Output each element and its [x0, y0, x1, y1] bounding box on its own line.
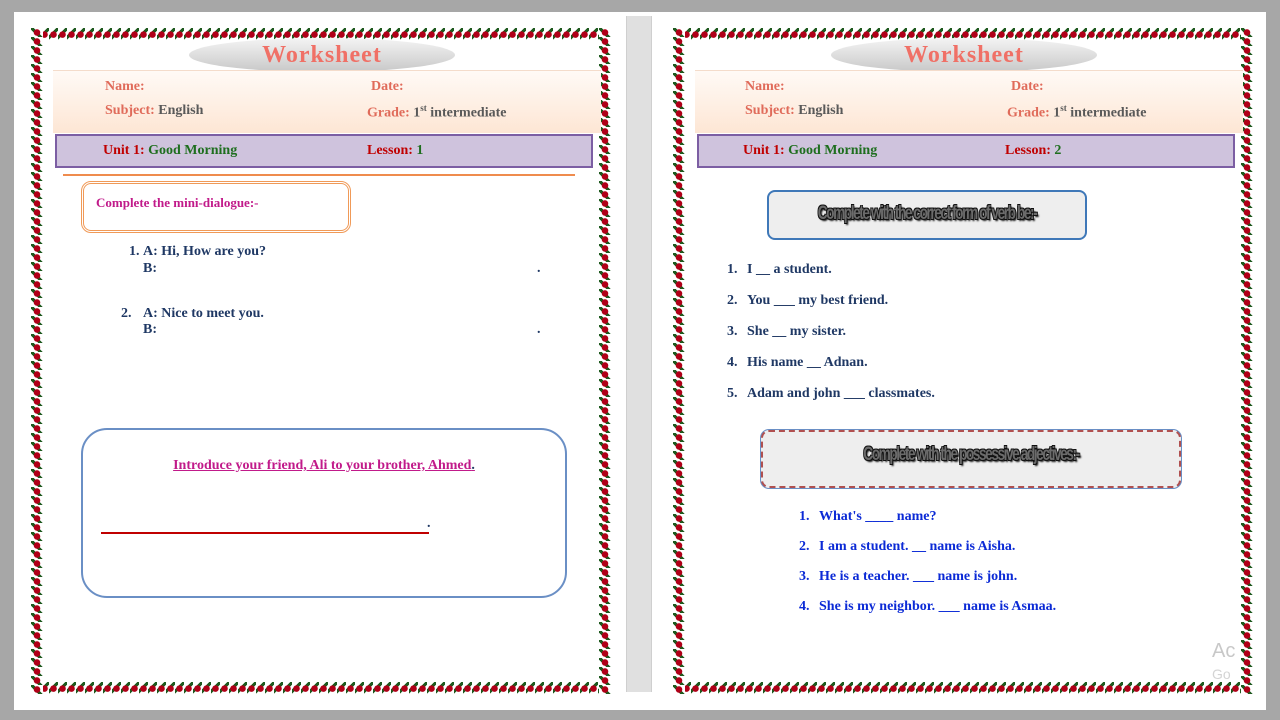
grade-ordinal: st — [1060, 103, 1067, 113]
unit-heading — [103, 143, 237, 159]
possessive-item-1 — [799, 509, 936, 525]
verb-be-heading-box — [767, 190, 1087, 240]
page-gutter — [626, 16, 652, 692]
date-label: Date: — [371, 79, 404, 94]
name-label: Name: — [105, 79, 145, 94]
possessive-item-3 — [799, 569, 1017, 585]
verb-item-4-number: 4. — [727, 355, 738, 370]
dialogue-1-number: 1. — [129, 244, 140, 259]
lesson-label: Lesson: — [367, 143, 413, 158]
verb-item-2-text: You ___ my best friend. — [747, 293, 889, 308]
verb-item-1-text: I __ a student. — [747, 262, 832, 277]
lesson-number: 2 — [1054, 143, 1062, 158]
subject-value: English — [798, 103, 844, 118]
possessive-item-4-number: 4. — [799, 599, 810, 614]
decorative-border-left — [673, 28, 685, 694]
unit-label: Unit 1: — [743, 143, 785, 158]
answer-line-end: . — [427, 516, 431, 531]
verb-item-1 — [727, 262, 832, 278]
possessive-item-3-number: 3. — [799, 569, 810, 584]
grade-number: 1 — [413, 105, 421, 121]
decorative-border-bottom — [673, 682, 1253, 694]
subject-field — [105, 103, 203, 119]
unit-lesson-bar — [55, 134, 593, 168]
dialogue-2-number: 2. — [121, 306, 132, 321]
dialogue-1-line-b: B: — [143, 261, 157, 276]
subject-field — [745, 103, 843, 119]
unit-name: Good Morning — [788, 143, 878, 158]
worksheet-title: Worksheet — [831, 38, 1097, 72]
lesson-label: Lesson: — [1005, 143, 1051, 158]
verb-be-heading: Complete with the correct form of verb be:- — [817, 203, 1037, 224]
grade-label: Grade: — [367, 105, 410, 121]
introduction-prompt — [83, 458, 565, 474]
dialogue-2-line-a: A: Nice to meet you. — [143, 306, 264, 321]
introduction-prompt-end: . — [471, 458, 475, 473]
introduction-prompt-text: Introduce your friend, Ali to your brother, Ahmed — [173, 458, 472, 473]
verb-item-5-text: Adam and john ___ classmates. — [747, 386, 935, 401]
lesson-heading — [367, 143, 423, 159]
possessive-item-2-text: I am a student. __ name is Aisha. — [819, 539, 1016, 554]
dialogue-1-end: . — [537, 261, 541, 276]
verb-item-3-text: She __ my sister. — [747, 324, 847, 339]
verb-item-4-text: His name __ Adnan. — [747, 355, 868, 370]
possessive-heading: Complete with the possessive adjectives:- — [863, 444, 1079, 465]
dialogue-1-line-a: A: Hi, How are you? — [143, 244, 267, 259]
grade-number: 1 — [1053, 105, 1061, 121]
date-label: Date: — [1011, 79, 1044, 94]
subject-label: Subject: — [105, 103, 155, 118]
worksheet-page-lesson-1 — [31, 28, 611, 694]
answer-line[interactable] — [101, 532, 429, 534]
verb-item-4 — [727, 355, 868, 371]
lesson-heading — [1005, 143, 1061, 159]
student-info-box — [53, 70, 601, 133]
dialogue-2-line-b: B: — [143, 322, 157, 337]
unit-lesson-bar — [697, 134, 1235, 168]
grade-field — [1007, 103, 1146, 122]
possessive-item-4 — [799, 599, 1056, 615]
grade-value: intermediate — [430, 105, 507, 121]
activation-watermark: Ac — [1212, 640, 1236, 662]
dialogue-2-end: . — [537, 322, 541, 337]
possessive-item-2 — [799, 539, 1015, 555]
instruction-box — [81, 181, 351, 233]
dialogue-instruction: Complete the mini-dialogue:- — [96, 195, 259, 210]
verb-item-5-number: 5. — [727, 386, 738, 401]
verb-item-2 — [727, 293, 888, 309]
verb-item-1-number: 1. — [727, 262, 738, 277]
lesson-number: 1 — [416, 143, 424, 158]
possessive-item-1-number: 1. — [799, 509, 810, 524]
possessive-item-2-number: 2. — [799, 539, 810, 554]
divider-line — [63, 174, 575, 176]
verb-item-2-number: 2. — [727, 293, 738, 308]
verb-item-5 — [727, 386, 935, 402]
subject-label: Subject: — [745, 103, 795, 118]
possessive-item-1-text: What's ____ name? — [819, 509, 937, 524]
verb-item-3-number: 3. — [727, 324, 738, 339]
grade-label: Grade: — [1007, 105, 1050, 121]
unit-heading — [743, 143, 877, 159]
grade-ordinal: st — [420, 103, 427, 113]
possessive-heading-box — [761, 430, 1181, 488]
name-label: Name: — [745, 79, 785, 94]
decorative-border-left — [31, 28, 43, 694]
subject-value: English — [158, 103, 204, 118]
grade-field — [367, 103, 506, 122]
activation-watermark-line-2: Go — [1212, 666, 1231, 682]
unit-name: Good Morning — [148, 143, 238, 158]
decorative-border-bottom — [31, 682, 611, 694]
grade-value: intermediate — [1070, 105, 1147, 121]
possessive-item-4-text: She is my neighbor. ___ name is Asmaa. — [819, 599, 1057, 614]
possessive-item-3-text: He is a teacher. ___ name is john. — [819, 569, 1018, 584]
introduction-task-box — [81, 428, 567, 598]
worksheet-title: Worksheet — [189, 38, 455, 72]
unit-label: Unit 1: — [103, 143, 145, 158]
verb-item-3 — [727, 324, 846, 340]
worksheet-page-lesson-2 — [673, 28, 1253, 694]
student-info-box — [695, 70, 1243, 133]
